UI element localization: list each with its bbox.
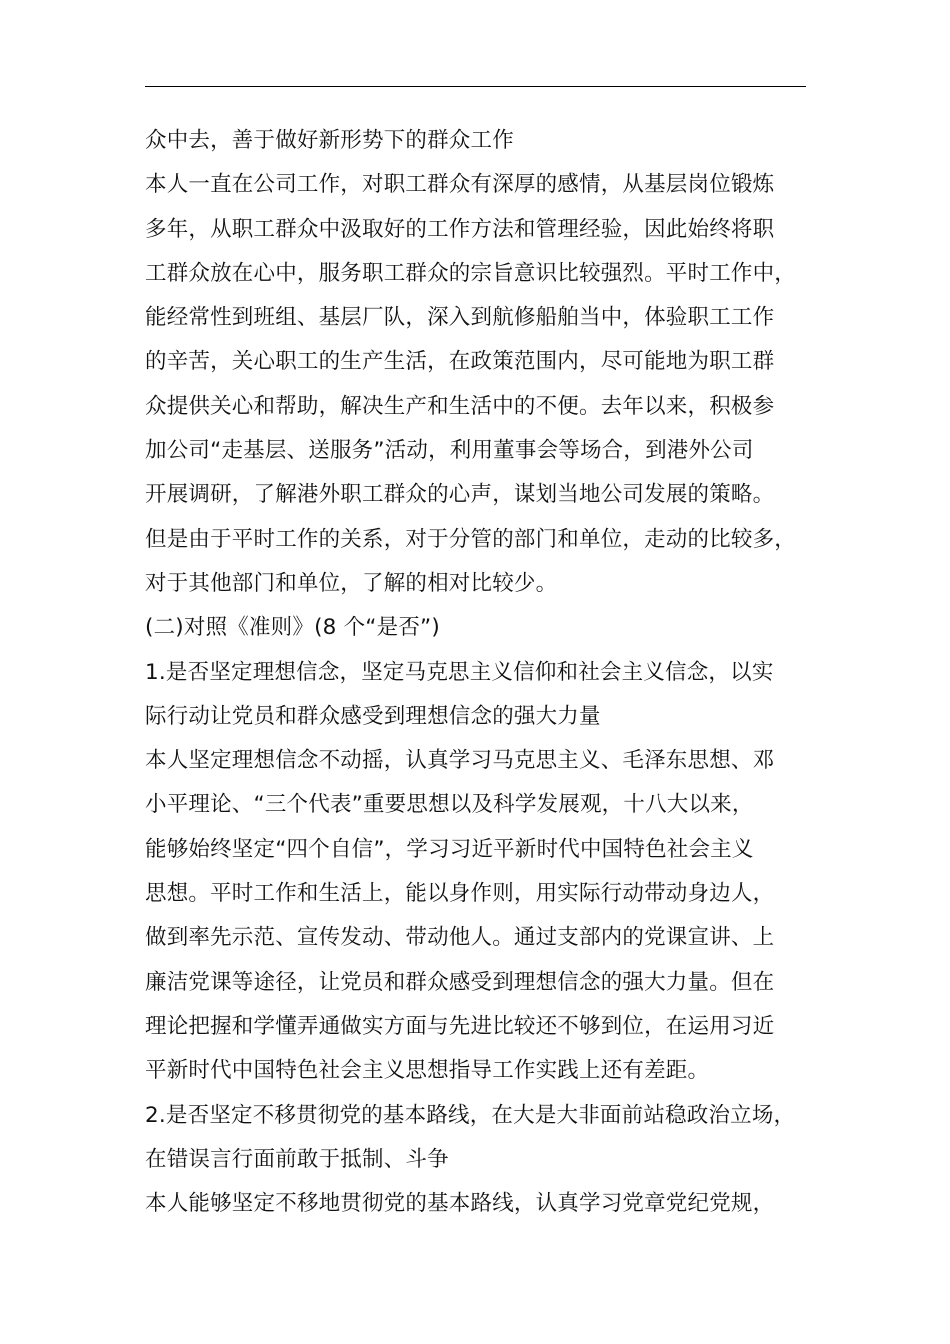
text-line: 廉洁党课等途径，让党员和群众感受到理想信念的强大力量。但在 bbox=[145, 969, 775, 995]
text-line: 思想。平时工作和生活上，能以身作则，用实际行动带动身边人， bbox=[145, 881, 775, 907]
text-line: 众提供关心和帮助，解决生产和生活中的不便。去年以来，积极参 bbox=[145, 393, 775, 419]
item-heading: 2.是否坚定不移贯彻党的基本路线，在大是大非面前站稳政治立场， bbox=[145, 1102, 796, 1128]
section-heading: (二)对照《准则》(8 个“是否”) bbox=[145, 615, 440, 641]
item-heading: 1.是否坚定理想信念，坚定马克思主义信仰和社会主义信念，以实 bbox=[145, 659, 774, 685]
text-line: 众中去，善于做好新形势下的群众工作 bbox=[145, 128, 514, 153]
document-body bbox=[145, 119, 835, 1226]
text-line: 本人能够坚定不移地贯彻党的基本路线，认真学习党章党纪党规， bbox=[145, 1191, 775, 1217]
text-line: 加公司“走基层、送服务”活动，利用董事会等场合，到港外公司 bbox=[145, 438, 754, 464]
text-line: 对于其他部门和单位，了解的相对比较少。 bbox=[145, 570, 558, 596]
item-heading: 际行动让党员和群众感受到理想信念的强大力量 bbox=[145, 703, 601, 729]
text-line: 开展调研，了解港外职工群众的心声，谋划当地公司发展的策略。 bbox=[145, 482, 775, 508]
text-line: 但是由于平时工作的关系，对于分管的部门和单位，走动的比较多， bbox=[145, 526, 797, 552]
text-line: 的辛苦，关心职工的生产生活，在政策范围内，尽可能地为职工群 bbox=[145, 349, 775, 375]
header-rule bbox=[145, 86, 806, 87]
text-line: 能够始终坚定“四个自信”，学习习近平新时代中国特色社会主义 bbox=[145, 836, 754, 862]
text-line: 做到率先示范、宣传发动、带动他人。通过支部内的党课宣讲、上 bbox=[145, 925, 775, 951]
item-heading: 在错误言行面前敢于抵制、斗争 bbox=[145, 1146, 449, 1172]
text-line: 平新时代中国特色社会主义思想指导工作实践上还有差距。 bbox=[145, 1058, 710, 1084]
text-line: 多年，从职工群众中汲取好的工作方法和管理经验，因此始终将职 bbox=[145, 216, 775, 242]
text-line: 本人一直在公司工作，对职工群众有深厚的感情，从基层岗位锻炼 bbox=[145, 172, 775, 198]
text-line: 小平理论、“三个代表”重要思想以及科学发展观，十八大以来， bbox=[145, 792, 754, 818]
text-line: 本人坚定理想信念不动摇，认真学习马克思主义、毛泽东思想、邓 bbox=[145, 748, 775, 774]
text-line: 工群众放在心中，服务职工群众的宗旨意识比较强烈。平时工作中， bbox=[145, 260, 797, 286]
text-line: 理论把握和学懂弄通做实方面与先进比较还不够到位，在运用习近 bbox=[145, 1013, 775, 1039]
text-line: 能经常性到班组、基层厂队，深入到航修船舶当中，体验职工工作 bbox=[145, 305, 775, 331]
